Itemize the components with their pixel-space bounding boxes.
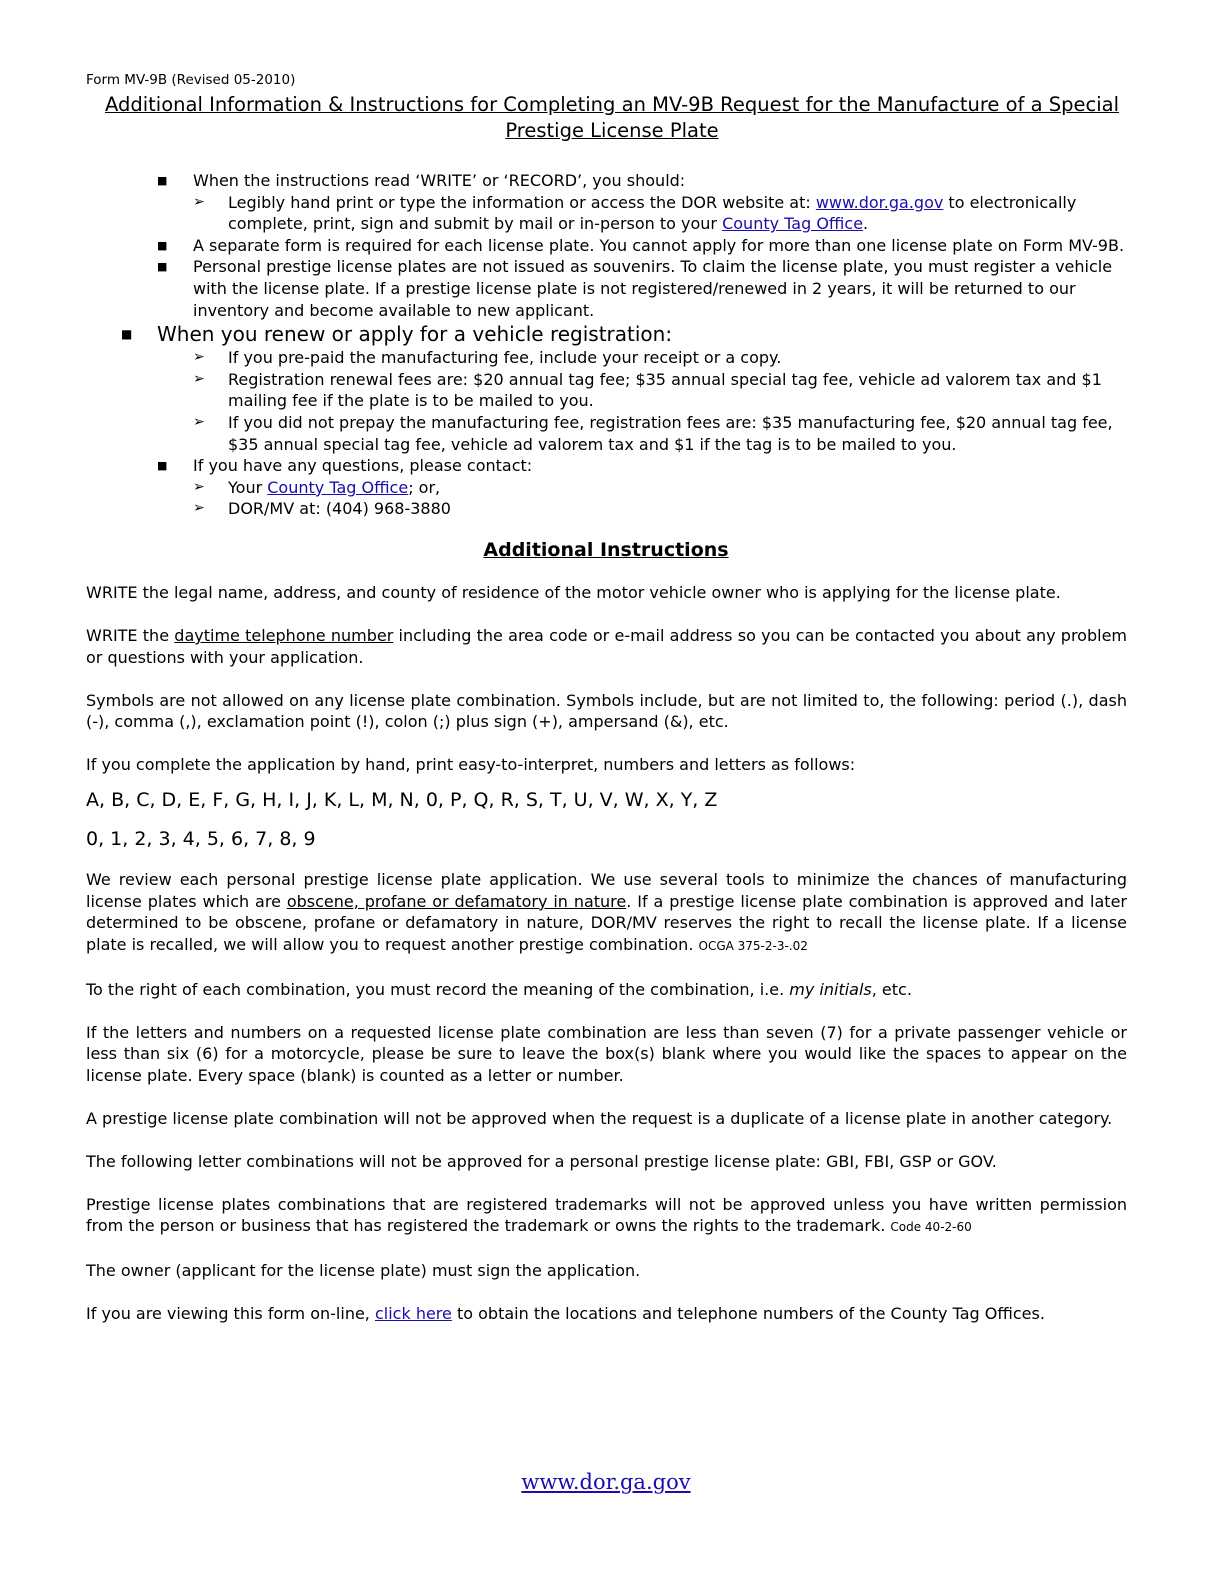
sub-bullet-text: If you did not prepay the manufacturing fee, registration fees are: $35 manufacturing fee, $20 annual tag fee, $35 annual special tag fee, vehicle ad valorem tax and $1 if the tag is to be mailed to you. [228,412,1113,454]
sub-bullet-text: Legibly hand print or type the information or access the DOR website at: [228,192,811,212]
paragraph-text: WRITE the [86,625,170,645]
paragraph-hand-print: If you complete the application by hand, print easy-to-interpret, numbers and letters as follows: [86,755,856,775]
arrow-bullet-icon: ➢ [193,478,205,495]
sub-bullet-prepaid [0,347,1224,369]
bullet-text: If you have any questions, please contact: [193,456,533,476]
sub-bullet-text: . [863,214,869,234]
bullet-souvenirs [0,256,1224,321]
legal-citation: Code 40-2-60 [890,1220,972,1235]
legal-citation: OCGA 375-2-3-.02 [698,938,808,953]
paragraph-text: We review each personal prestige license plate application. We use several tools to minimize the chances of manufacturing license plates which are [86,869,1127,911]
arrow-bullet-icon: ➢ [193,349,205,366]
bullet-renew-registration [0,321,1224,347]
sub-bullet-registration-fees [0,412,1224,455]
sub-bullet-text: DOR/MV at: (404) 968-3880 [228,499,451,519]
italic-text: my initials [789,979,872,999]
instructions-body [86,582,1127,1346]
allowed-digits: 0, 1, 2, 3, 4, 5, 6, 7, 8, 9 [86,828,316,851]
sub-bullet-county-office [0,477,1224,499]
arrow-bullet-icon: ➢ [193,370,205,387]
sub-bullet-hand-print [0,192,1224,235]
paragraph-restricted-combinations: The following letter combinations will not be approved for a personal prestige license plate: GBI, FBI, GSP or GOV. [86,1151,997,1171]
arrow-bullet-icon: ➢ [193,500,205,517]
paragraph-symbols: Symbols are not allowed on any license plate combination. Symbols include, but are not limited to, the following: period (.), dash (-), comma (,), exclamation point (!), colon (;) plus sign (+), ampersand (&), etc. [86,690,1127,732]
paragraph-meaning [86,979,1127,1001]
footer-dor-link[interactable]: www.dor.ga.gov [521,1470,691,1494]
county-tag-office-link[interactable]: County Tag Office [267,477,409,497]
bullet-write-record [0,170,1224,192]
paragraph-text: including the area code or e-mail address so you can be contacted you about any problem or questions with your application. [86,625,1127,667]
underlined-text: obscene, profane or defamatory in nature [286,891,627,911]
paragraph-telephone [86,625,1127,668]
paragraph-text: If you are viewing this form on-line, [86,1304,370,1324]
paragraph-trademarks [86,1194,1127,1239]
underlined-text: daytime telephone number [174,625,394,645]
paragraph-text: to obtain the locations and telephone numbers of the County Tag Offices. [456,1304,1045,1324]
section-heading: Additional Instructions [483,539,729,561]
sub-bullet-dor-phone [0,498,1224,520]
paragraph-signature: The owner (applicant for the license plate) must sign the application. [86,1261,641,1281]
form-id: Form MV-9B (Revised 05-2010) [86,72,296,88]
click-here-link[interactable]: click here [374,1304,452,1324]
instruction-bullet-list [0,170,1224,520]
square-bullet-icon: ■ [121,327,133,342]
bullet-separate-form [0,235,1224,257]
arrow-bullet-icon: ➢ [193,193,205,210]
paragraph-review [86,869,1127,957]
sub-bullet-text: ; or, [408,477,441,497]
paragraph-text: , etc. [871,979,912,999]
bullet-text: When you renew or apply for a vehicle registration: [157,322,673,347]
paragraph-text: Prestige license plates combinations that are registered trademarks will not be approved unless you have written permission from the person or business that has registered the trademark or owns the rights to the trademark. [86,1194,1127,1236]
sub-bullet-text: Your [228,477,263,497]
bullet-questions [0,455,1224,477]
sub-bullet-text: If you pre-paid the manufacturing fee, include your receipt or a copy. [228,348,782,368]
paragraph-duplicate: A prestige license plate combination will not be approved when the request is a duplicate of a license plate in another category. [86,1108,1113,1128]
bullet-text: A separate form is required for each license plate. You cannot apply for more than one license plate on Form MV-9B. [193,235,1125,255]
square-bullet-icon: ■ [157,260,168,274]
sub-bullet-renewal-fees [0,369,1224,412]
county-tag-office-link[interactable]: County Tag Office [722,214,864,234]
paragraph-text: To the right of each combination, you must record the meaning of the combination, i.e. [86,979,785,999]
square-bullet-icon: ■ [157,459,168,473]
sub-bullet-text: Registration renewal fees are: $20 annual tag fee; $35 annual special tag fee, vehicle ad valorem tax and $1 mailing fee if the plate is to be mailed to you. [228,369,1102,411]
dor-website-link[interactable]: www.dor.ga.gov [815,192,944,212]
page-title: Additional Information & Instructions for Completing an MV-9B Request for the Manufacture of a Special Prestige License Plate [104,93,1120,142]
bullet-text: Personal prestige license plates are not issued as souvenirs. To claim the license plate, you must register a vehicle with the license plate. If a prestige license plate is not registered/renewed in 2 years, it will be returned to our inventory and become available to new applicant. [193,257,1113,320]
arrow-bullet-icon: ➢ [193,413,205,430]
square-bullet-icon: ■ [157,174,168,187]
sub-bullet-text: to electronically complete, print, sign and submit by mail or in-person to your [228,192,1077,234]
square-bullet-icon: ■ [157,238,168,252]
paragraph-online [86,1303,1127,1325]
paragraph-text: . If a prestige license plate combination is approved and later determined to be obscene, profane or defamatory in nature, DOR/MV reserves the right to recall the license plate. If a license plate is recalled, we will allow you to request another prestige combination. [86,891,1128,954]
allowed-letters: A, B, C, D, E, F, G, H, I, J, K, L, M, N, 0, P, Q, R, S, T, U, V, W, X, Y, Z [86,788,718,811]
footer [0,1470,1212,1494]
paragraph-legal-name: WRITE the legal name, address, and county of residence of the motor vehicle owner who is applying for the license plate. [86,583,1061,602]
paragraph-spaces: If the letters and numbers on a requested license plate combination are less than seven (7) for a private passenger vehicle or less than six (6) for a motorcycle, please be sure to leave the box(s) blank where you would like the spaces to appear on the license plate. Every space (blank) is counted as a letter or number. [86,1022,1127,1085]
bullet-text: When the instructions read ‘WRITE’ or ‘RECORD’, you should: [193,171,686,190]
